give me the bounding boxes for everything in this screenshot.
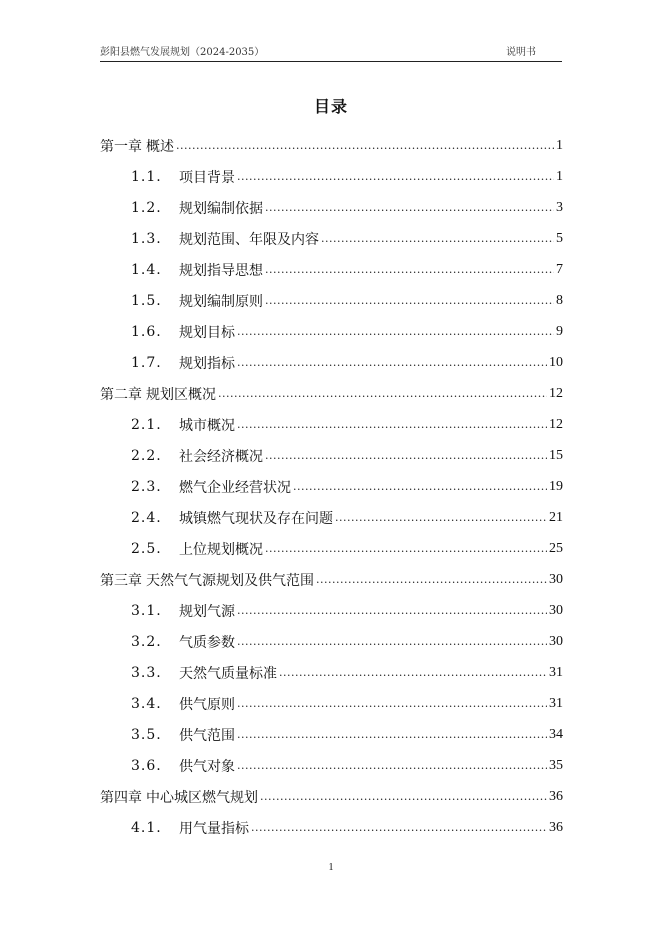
toc-entry-number: 3.6. bbox=[131, 757, 162, 774]
toc-entry-title: 上位规划概况 bbox=[179, 541, 263, 558]
toc-entry-number: 3.1. bbox=[131, 602, 162, 619]
toc-entry-title: 规划编制依据 bbox=[179, 200, 263, 217]
toc-entry-page: 19 bbox=[549, 478, 563, 494]
toc-section-entry[interactable] bbox=[100, 192, 563, 223]
toc-entry-page: 12 bbox=[549, 416, 563, 432]
toc-entry-page: 31 bbox=[549, 664, 563, 680]
toc-dot-leader bbox=[335, 511, 547, 525]
toc-entry-page: 35 bbox=[549, 757, 563, 773]
toc-section-entry[interactable] bbox=[100, 750, 563, 781]
toc-section-entry[interactable] bbox=[100, 595, 563, 626]
toc-entry-page: 3 bbox=[556, 199, 563, 215]
toc-section-entry[interactable] bbox=[100, 316, 563, 347]
toc-dot-leader bbox=[251, 821, 547, 835]
toc-entry-page: 21 bbox=[549, 509, 563, 525]
toc-entry-number: 2.5. bbox=[131, 540, 162, 557]
toc-section-entry[interactable] bbox=[100, 440, 563, 471]
toc-entry-page: 5 bbox=[556, 230, 563, 246]
toc-dot-leader bbox=[237, 325, 554, 339]
toc-chapter-entry[interactable] bbox=[100, 781, 563, 812]
toc-dot-leader bbox=[265, 449, 547, 463]
toc-entry-number: 第二章 bbox=[100, 386, 142, 403]
toc-chapter-entry[interactable] bbox=[100, 564, 563, 595]
toc-dot-leader bbox=[279, 666, 547, 680]
toc-section-entry[interactable] bbox=[100, 285, 563, 316]
header-document-title: 彭阳县燃气发展规划（2024-2035） bbox=[100, 47, 265, 58]
toc-entry-page: 30 bbox=[549, 633, 563, 649]
toc-entry-number: 3.4. bbox=[131, 695, 162, 712]
toc-entry-title: 社会经济概况 bbox=[179, 448, 263, 465]
toc-dot-leader bbox=[237, 728, 547, 742]
toc-dot-leader bbox=[237, 170, 554, 184]
toc-entry-number: 第四章 bbox=[100, 789, 142, 806]
toc-section-entry[interactable] bbox=[100, 657, 563, 688]
toc-dot-leader bbox=[218, 387, 547, 401]
toc-entry-page: 1 bbox=[556, 137, 563, 153]
toc-section-entry[interactable] bbox=[100, 812, 563, 843]
toc-section-entry[interactable] bbox=[100, 533, 563, 564]
toc-entry-number: 1.3. bbox=[131, 230, 162, 247]
toc-chapter-entry[interactable] bbox=[100, 378, 563, 409]
toc-entry-number: 1.1. bbox=[131, 168, 162, 185]
toc-dot-leader bbox=[316, 573, 547, 587]
toc-entry-title: 用气量指标 bbox=[179, 820, 249, 837]
toc-entry-title: 气质参数 bbox=[179, 634, 235, 651]
toc-entry-title: 供气范围 bbox=[179, 727, 235, 744]
toc-entry-title: 天然气气源规划及供气范围 bbox=[146, 572, 314, 589]
toc-entry-page: 9 bbox=[556, 323, 563, 339]
toc-entry-title: 供气原则 bbox=[179, 696, 235, 713]
toc-entry-page: 8 bbox=[556, 292, 563, 308]
toc-entry-page: 1 bbox=[556, 168, 563, 184]
table-of-contents bbox=[100, 130, 563, 843]
toc-section-entry[interactable] bbox=[100, 719, 563, 750]
toc-entry-number: 第一章 bbox=[100, 138, 142, 155]
toc-entry-page: 31 bbox=[549, 695, 563, 711]
toc-entry-title: 规划指导思想 bbox=[179, 262, 263, 279]
toc-entry-title: 规划气源 bbox=[179, 603, 235, 620]
toc-dot-leader bbox=[265, 542, 547, 556]
toc-dot-leader bbox=[293, 480, 547, 494]
toc-entry-title: 燃气企业经营状况 bbox=[179, 479, 291, 496]
page-header bbox=[100, 43, 562, 62]
header-section-label: 说明书 bbox=[506, 47, 536, 58]
toc-entry-title: 规划目标 bbox=[179, 324, 235, 341]
toc-entry-number: 2.4. bbox=[131, 509, 162, 526]
toc-entry-title: 城镇燃气现状及存在问题 bbox=[179, 510, 333, 527]
toc-entry-number: 第三章 bbox=[100, 572, 142, 589]
page-number: 1 bbox=[328, 862, 334, 873]
toc-entry-number: 1.2. bbox=[131, 199, 162, 216]
toc-entry-title: 概述 bbox=[146, 138, 174, 155]
toc-dot-leader bbox=[237, 759, 547, 773]
toc-entry-page: 10 bbox=[549, 354, 563, 370]
toc-entry-number: 2.3. bbox=[131, 478, 162, 495]
toc-entry-number: 2.1. bbox=[131, 416, 162, 433]
toc-entry-title: 规划编制原则 bbox=[179, 293, 263, 310]
toc-section-entry[interactable] bbox=[100, 471, 563, 502]
toc-section-entry[interactable] bbox=[100, 254, 563, 285]
toc-dot-leader bbox=[176, 139, 554, 153]
toc-entry-page: 15 bbox=[549, 447, 563, 463]
toc-entry-title: 天然气质量标准 bbox=[179, 665, 277, 682]
toc-entry-number: 1.4. bbox=[131, 261, 162, 278]
toc-dot-leader bbox=[237, 356, 547, 370]
toc-entry-title: 城市概况 bbox=[179, 417, 235, 434]
toc-entry-number: 2.2. bbox=[131, 447, 162, 464]
toc-entry-number: 3.5. bbox=[131, 726, 162, 743]
toc-entry-page: 36 bbox=[549, 788, 563, 804]
toc-entry-title: 规划范围、年限及内容 bbox=[179, 231, 319, 248]
toc-entry-page: 34 bbox=[549, 726, 563, 742]
toc-entry-number: 1.6. bbox=[131, 323, 162, 340]
toc-dot-leader bbox=[237, 418, 547, 432]
toc-entry-title: 供气对象 bbox=[179, 758, 235, 775]
toc-section-entry[interactable] bbox=[100, 161, 563, 192]
toc-dot-leader bbox=[321, 232, 554, 246]
toc-entry-number: 3.2. bbox=[131, 633, 162, 650]
toc-entry-page: 25 bbox=[549, 540, 563, 556]
toc-dot-leader bbox=[237, 604, 547, 618]
toc-entry-title: 项目背景 bbox=[179, 169, 235, 186]
toc-dot-leader bbox=[237, 635, 547, 649]
toc-section-entry[interactable] bbox=[100, 223, 563, 254]
toc-entry-number: 1.5. bbox=[131, 292, 162, 309]
toc-section-entry[interactable] bbox=[100, 688, 563, 719]
toc-entry-number: 1.7. bbox=[131, 354, 162, 371]
toc-dot-leader bbox=[265, 263, 554, 277]
toc-section-entry[interactable] bbox=[100, 502, 563, 533]
toc-entry-page: 12 bbox=[549, 385, 563, 401]
toc-entry-page: 7 bbox=[556, 261, 563, 277]
toc-section-entry[interactable] bbox=[100, 626, 563, 657]
toc-chapter-entry[interactable] bbox=[100, 130, 563, 161]
toc-entry-page: 30 bbox=[549, 571, 563, 587]
toc-title: 目录 bbox=[313, 97, 348, 116]
toc-section-entry[interactable] bbox=[100, 409, 563, 440]
toc-entry-page: 30 bbox=[549, 602, 563, 618]
toc-dot-leader bbox=[237, 697, 547, 711]
toc-dot-leader bbox=[265, 201, 554, 215]
toc-section-entry[interactable] bbox=[100, 347, 563, 378]
toc-entry-number: 3.3. bbox=[131, 664, 162, 681]
toc-entry-title: 规划指标 bbox=[179, 355, 235, 372]
toc-entry-title: 中心城区燃气规划 bbox=[146, 789, 258, 806]
toc-entry-number: 4.1. bbox=[131, 819, 162, 836]
toc-entry-title: 规划区概况 bbox=[146, 386, 216, 403]
toc-dot-leader bbox=[260, 790, 547, 804]
toc-dot-leader bbox=[265, 294, 554, 308]
toc-entry-page: 36 bbox=[549, 819, 563, 835]
